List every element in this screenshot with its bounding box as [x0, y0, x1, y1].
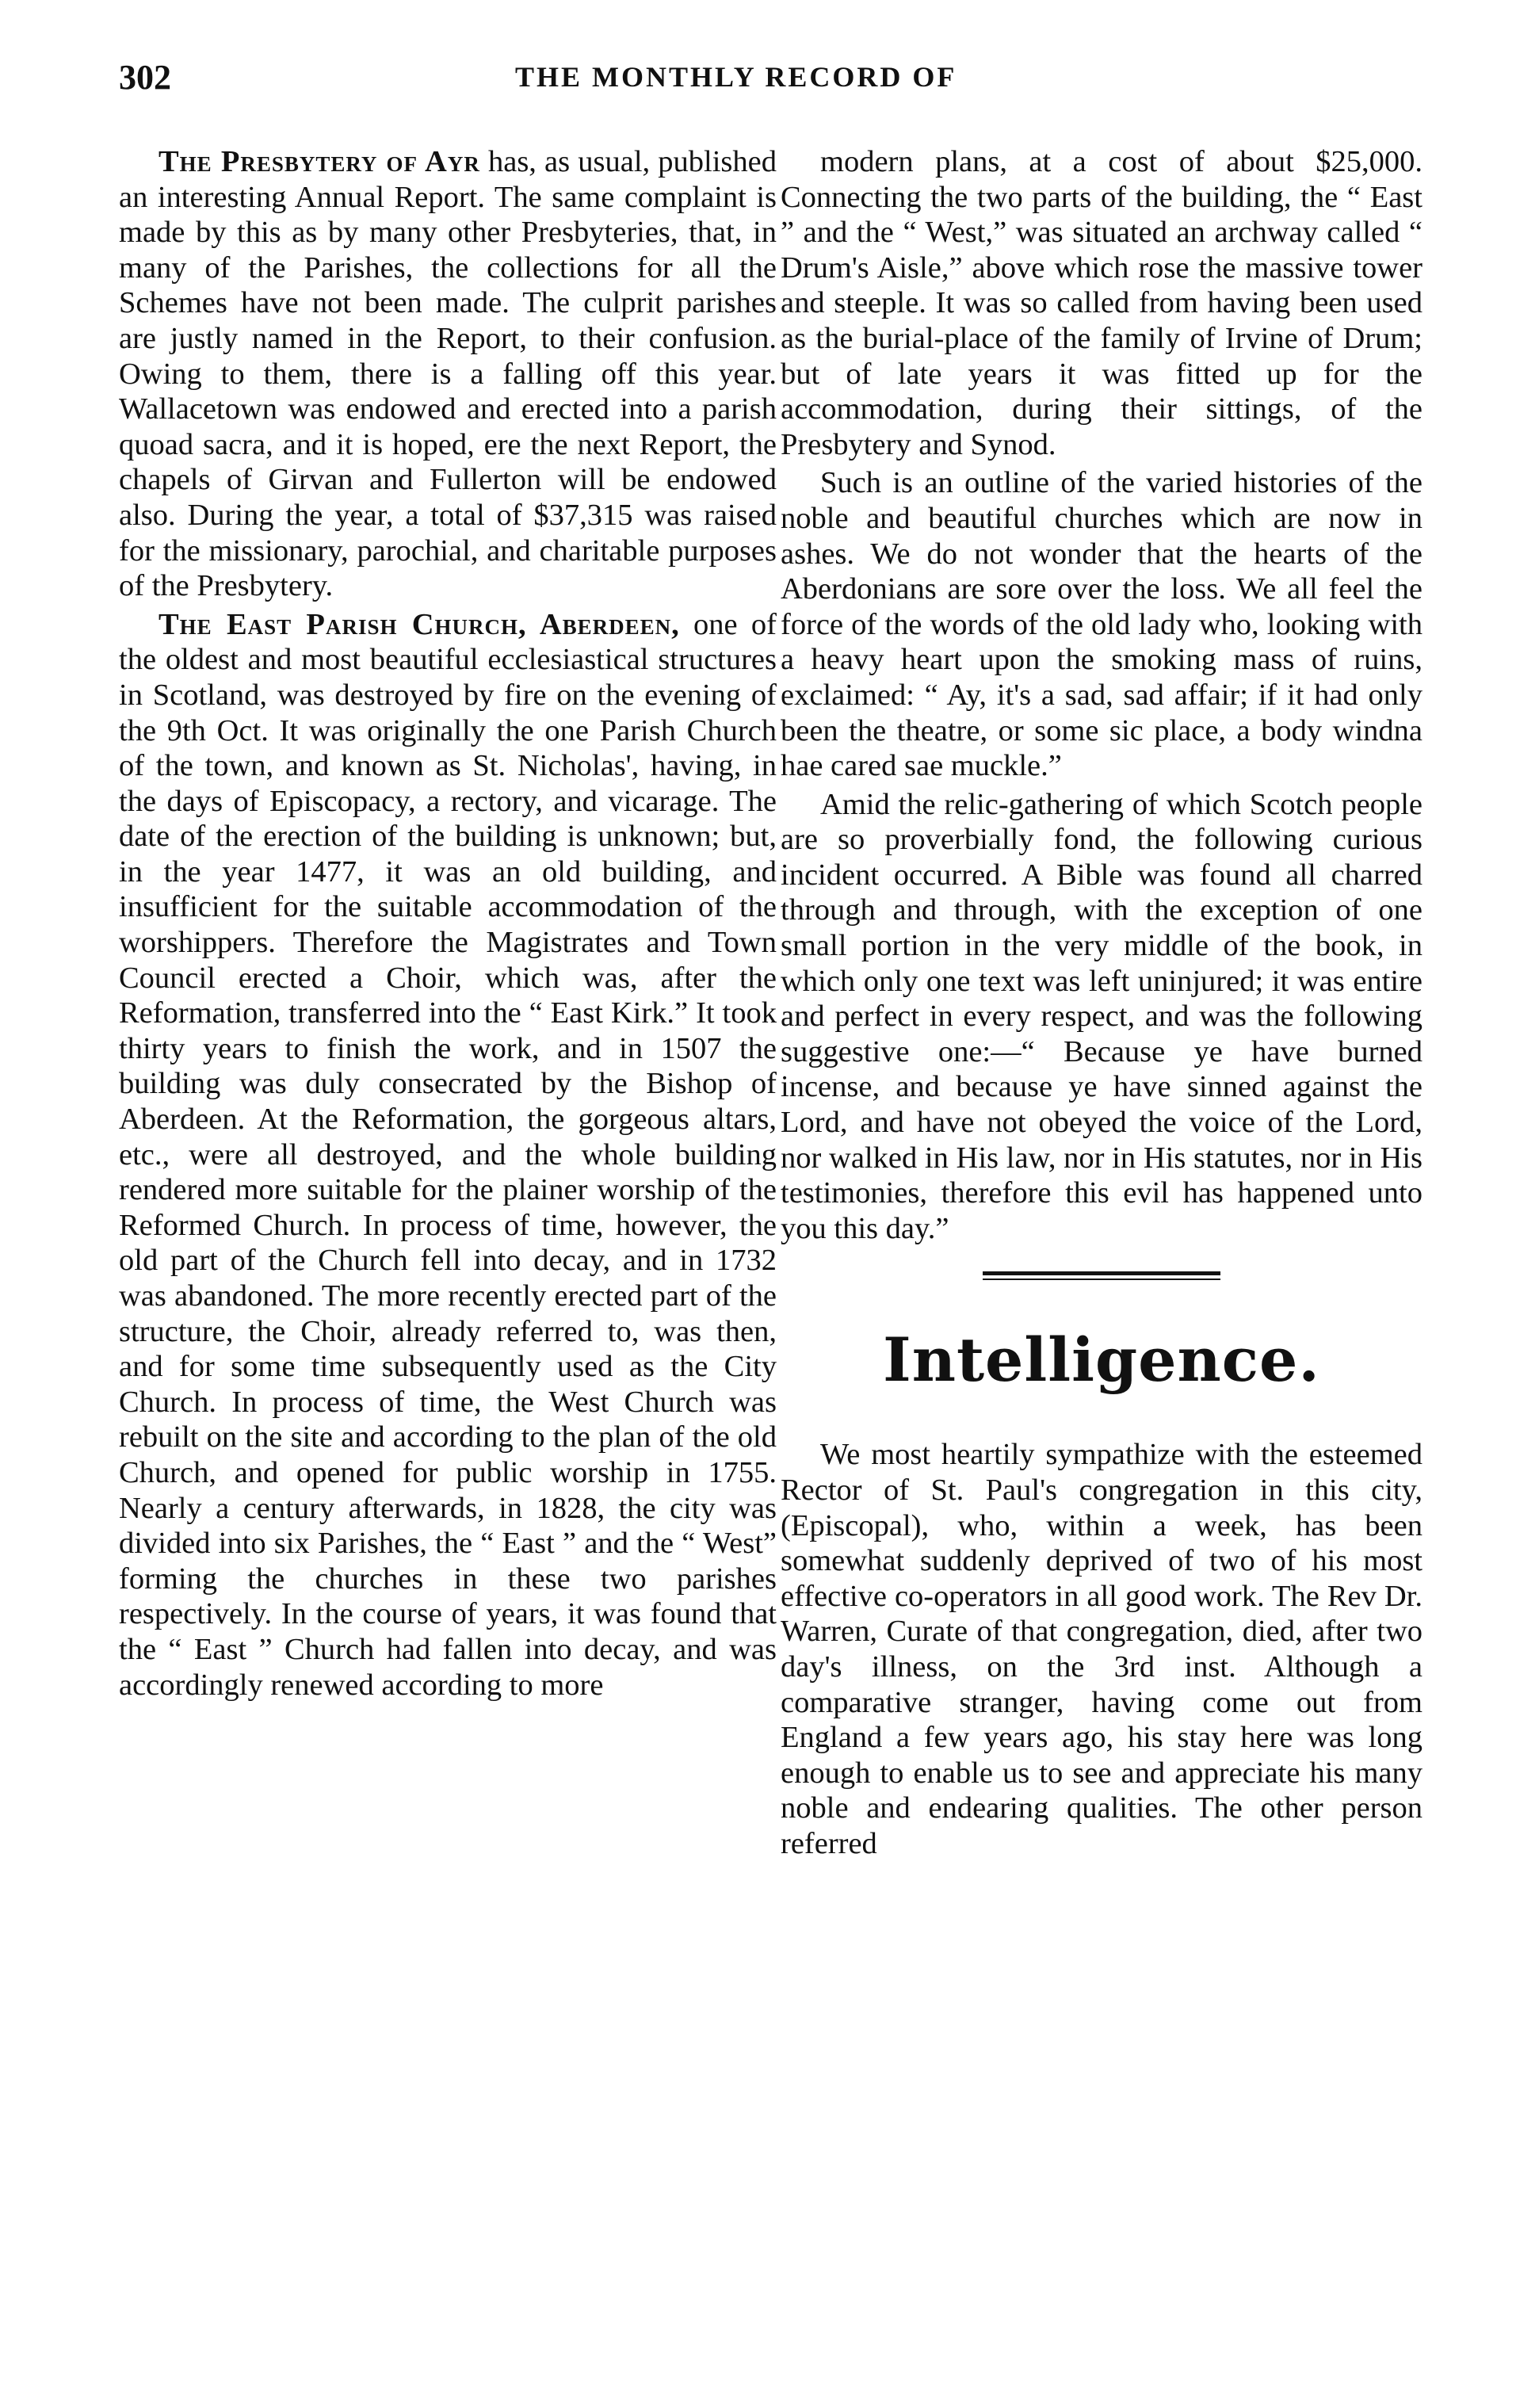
page-header — [119, 57, 1419, 105]
right-column — [781, 144, 1423, 1862]
paragraph-body: one of the oldest and most beautiful ecclesiastical structures in Scotland, was destroyed by fire on the evening of the 9th Oct. It was originally the one Parish Church of the town, and known as St. Nicholas', having, in the days of Episcopacy, a rectory, and vicarage. The date of the erection of the building is unknown; but, in the year 1477, it was an old building, and insufficient for the suitable accommodation of the worshippers. Therefore the Magistrates and Town Council erected a Choir, which was, after the Reformation, transferred into the “ East Kirk.” It took thirty years to finish the work, and in 1507 the building was duly consecrated by the Bishop of Aberdeen. At the Reformation, the gorgeous altars, etc., were all destroyed, and the whole building rendered more suitable for the plainer worship of the Reformed Church. In process of time, however, the old part of the Church fell into decay, and in 1732 was abandoned. The more recently erected part of the structure, the Choir, already referred to, was then, and for some time subsequently used as the City Church. In process of time, the West Church was rebuilt on the site and according to the plan of the old Church, and opened for public worship in 1755. Nearly a century afterwards, in 1828, the city was divided into six Parishes, the “ East ” and the “ West” forming the churches in these two parishes respectively. In the course of years, it was found that the “ East ” Church had fallen into decay, and was accordingly renewed according to more — [119, 607, 777, 1702]
section-divider — [983, 1271, 1220, 1280]
paragraph-lead: The Presbytery of Ayr — [158, 145, 480, 178]
paragraph-modern-plans: modern plans, at a cost of about $25,000. Connecting the two parts of the building, the “ East ” and the “ West,” was situated an archway called “ Drum's Aisle,” above which rose the massive tower and steeple. It was so called from having been used as the burial-place of the family of Irvine of Drum; but of late years it was fitted up for the accommodation, during their sittings, of the Presbytery and Synod. — [781, 145, 1423, 461]
paragraph-body: has, as usual, published an interesting Annual Report. The same complaint is made by this as by many other Presbyteries, that, in many of the Parishes, the collections for all the Schemes have not been made. The culprit parishes are justly named in the Report, to their confusion. Owing to them, there is a falling off this year. Wallacetown was endowed and erected into a parish quoad sacra, and it is hoped, ere the next Report, the chapels of Girvan and Fullerton will be endowed also. During the year, a total of $37,315 was raised for the missionary, parochial, and charitable purposes of the Presbytery. — [119, 145, 777, 603]
section-heading-intelligence: Intelligence. — [883, 1324, 1320, 1396]
paragraph-east-parish-church — [119, 607, 777, 1703]
paragraph-st-pauls: We most heartily sympathize with the esteemed Rector of St. Paul's congregation in this city, (Episcopal), who, within a week, has been somewhat suddenly deprived of two of his most effective co-operators in all good work. The Rev Dr. Warren, Curate of that congregation, died, after two day's illness, on the 3rd inst. Although a comparative stranger, having come out from England a few years ago, his stay here was long enough to enable us to see and appreciate his many noble and endearing qualities. The other person referred — [781, 1438, 1423, 1860]
divider-rule-thin — [983, 1279, 1220, 1280]
paragraph-lead: The East Parish Church, Aberdeen, — [158, 607, 680, 641]
paragraph-relic-gathering: Amid the relic-gathering of which Scotch people are so proverbially fond, the following curious incident occurred. A Bible was found all charred through and through, with the exception of one small portion in the very middle of the book, in which only one text was left uninjured; it was entire and perfect in every respect, and was the following suggestive one:—“ Because ye have burned incense, and because ye have sinned against the Lord, and have not obeyed the voice of the Lord, nor walked in His law, nor in His statutes, nor in His testimonies, therefore this evil has happened unto you this day.” — [781, 787, 1423, 1245]
paragraph-presbytery-of-ayr — [119, 144, 777, 604]
divider-rule-thick — [983, 1271, 1220, 1275]
left-column — [119, 144, 777, 1703]
page-number: 302 — [119, 58, 171, 97]
running-title: THE MONTHLY RECORD OF — [515, 61, 957, 93]
paragraph-outline-of-histories: Such is an outline of the varied histories of the noble and beautiful churches which are now in ashes. We do not wonder that the hearts of the Aberdonians are sore over the loss. We all feel the force of the words of the old lady who, looking with a heavy heart upon the smoking mass of ruins, exclaimed: “ Ay, it's a sad, sad affair; if it had only been the theatre, or some sic place, a body windna hae cared sae muckle.” — [781, 466, 1423, 783]
